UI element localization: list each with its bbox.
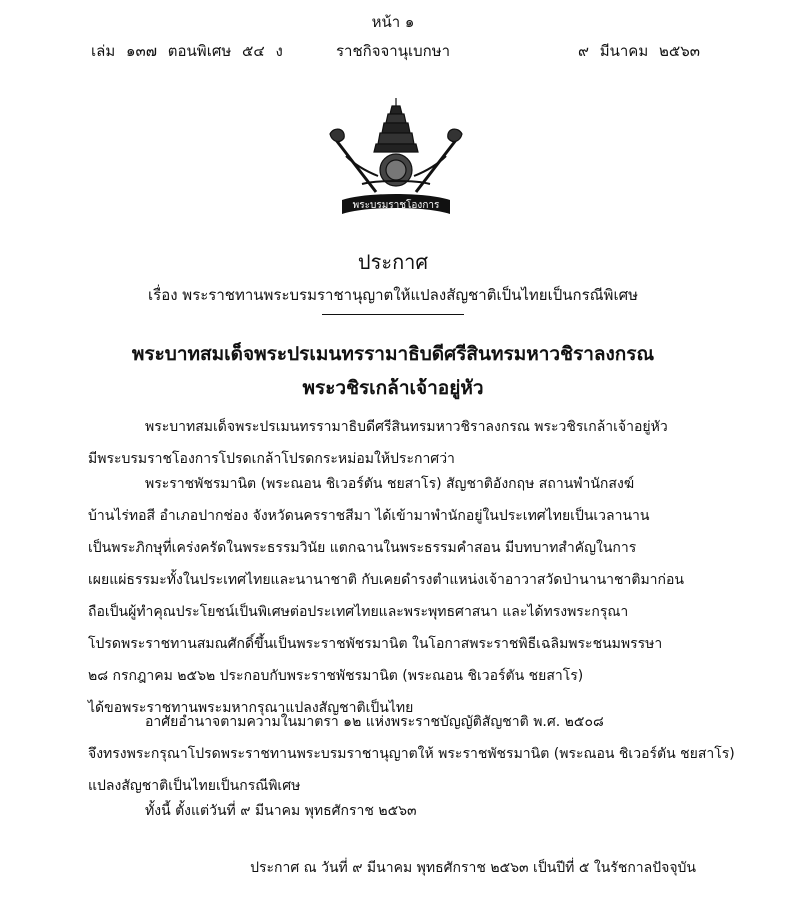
paragraph-line: อาศัยอำนาจตามความในมาตรา ๑๒ แห่งพระราชบัญญัติสัญชาติ พ.ศ. ๒๕๐๘ bbox=[145, 714, 604, 730]
paragraph-3 bbox=[88, 711, 735, 807]
gazette-publication: ราชกิจจานุเบกษา bbox=[335, 42, 451, 60]
announcement-signoff: ประกาศ ณ วันที่ ๙ มีนาคม พุทธศักราช ๒๕๖๓ เป็นปีที่ ๕ ในรัชกาลปัจจุบัน bbox=[250, 860, 696, 876]
emblem-scroll-text: พระบรมราชโองการ bbox=[352, 200, 440, 211]
paragraph-line: แปลงสัญชาติเป็นไทยเป็นกรณีพิเศษ bbox=[88, 778, 301, 794]
page-number: หน้า ๑ bbox=[371, 13, 415, 31]
paragraph-line: มีพระบรมราชโองการโปรดเกล้าโปรดกระหม่อมให้ประกาศว่า bbox=[88, 451, 455, 467]
announcement-subject: เรื่อง พระราชทานพระบรมราชานุญาตให้แปลงสัญชาติเป็นไทยเป็นกรณีพิเศษ bbox=[148, 286, 638, 304]
paragraph-line: ๒๘ กรกฎาคม ๒๕๖๒ ประกอบกับพระราชพัชรมานิต (พระณอน ชิเวอร์ตัน ชยสาโร) bbox=[88, 668, 584, 684]
paragraph-2 bbox=[88, 473, 698, 729]
king-name-line-1: พระบาทสมเด็จพระปรเมนทรรามาธิบดีศรีสินทรมหาวชิราลงกรณ bbox=[131, 343, 655, 365]
paragraph-line: โปรดพระราชทานสมณศักดิ์ขึ้นเป็นพระราชพัชรมานิต ในโอกาสพระราชพิธีเฉลิมพระชนมพรรษา bbox=[88, 636, 663, 652]
paragraph-line: จึงทรงพระกรุณาโปรดพระราชทานพระบรมราชานุญาตให้ พระราชพัชรมานิต (พระณอน ชิเวอร์ตัน ชยสาโร) bbox=[88, 746, 735, 762]
gazette-header bbox=[0, 39, 786, 61]
gazette-volume: เล่ม ๑๓๗ ตอนพิเศษ ๕๔ ง bbox=[91, 42, 283, 60]
paragraph-4 bbox=[88, 800, 698, 832]
paragraph-line: ทั้งนี้ ตั้งแต่วันที่ ๙ มีนาคม พุทธศักราช ๒๕๖๓ bbox=[145, 803, 417, 819]
paragraph-line: เป็นพระภิกษุที่เคร่งครัดในพระธรรมวินัย แตกฉานในพระธรรมคำสอน มีบทบาทสำคัญในการ bbox=[88, 540, 637, 556]
paragraph-line: ถือเป็นผู้ทำคุณประโยชน์เป็นพิเศษต่อประเทศไทยและพระพุทธศาสนา และได้ทรงพระกรุณา bbox=[88, 604, 629, 620]
paragraph-line: บ้านไร่ทอสี อำเภอปากช่อง จังหวัดนครราชสีมา ได้เข้ามาพำนักอยู่ในประเทศไทยเป็นเวลานาน bbox=[88, 508, 650, 524]
paragraph-line: เผยแผ่ธรรมะทั้งในประเทศไทยและนานาชาติ กับเคยดำรงตำแหน่งเจ้าอาวาสวัดป่านานาชาติมาก่อน bbox=[88, 572, 684, 588]
paragraph-line: พระราชพัชรมานิต (พระณอน ชิเวอร์ตัน ชยสาโร) สัญชาติอังกฤษ สถานพำนักสงฆ์ bbox=[145, 476, 635, 492]
paragraph-line: ได้ขอพระราชทานพระมหากรุณาแปลงสัญชาติเป็นไทย bbox=[88, 700, 414, 716]
gazette-date: ๙ มีนาคม ๒๕๖๓ bbox=[577, 42, 700, 60]
paragraph-1 bbox=[88, 416, 698, 480]
subject-divider bbox=[322, 314, 464, 315]
king-name-line-2: พระวชิรเกล้าเจ้าอยู่หัว bbox=[302, 377, 484, 399]
royal-emblem-icon bbox=[316, 96, 476, 224]
paragraph-line: พระบาทสมเด็จพระปรเมนทรรามาธิบดีศรีสินทรมหาวชิราลงกรณ พระวชิรเกล้าเจ้าอยู่หัว bbox=[145, 419, 668, 435]
announcement-title: ประกาศ bbox=[357, 250, 429, 274]
